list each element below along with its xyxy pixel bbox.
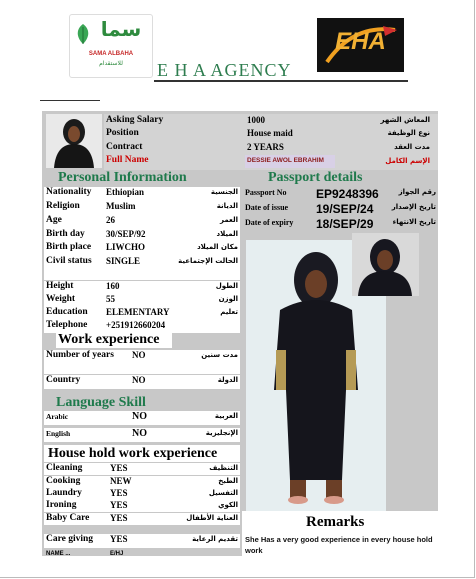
personal-row-arabic: الحالت الإجتماعية <box>178 257 238 265</box>
logo-left-arabic: سما <box>100 17 142 41</box>
contract-label: Contract <box>106 142 143 152</box>
personal-row-arabic: الديانة <box>216 202 238 210</box>
work-row-value: NO <box>132 350 146 360</box>
household-row-arabic: العناية الأطفال <box>186 514 238 522</box>
household-row-label: Baby Care <box>46 513 90 523</box>
personal-row-value: 30/SEP/92 <box>106 229 146 239</box>
personal-row-label: Weight <box>46 294 76 304</box>
passport-details-header: Passport details <box>268 170 363 185</box>
asking-salary-value: 1000 <box>247 115 265 125</box>
logo-left-leaves-icon <box>74 23 92 45</box>
work-row-arabic: مدت سنين <box>201 351 238 359</box>
household-row-value: YES <box>110 513 128 523</box>
personal-row-arabic: الوزن <box>218 295 238 303</box>
household-row-label: Cooking <box>46 476 81 486</box>
personal-row-value: 26 <box>106 215 115 225</box>
personal-row-label: Nationality <box>46 187 92 197</box>
logo-right <box>317 18 404 72</box>
logo-left-sub: SAMA ALBAHA <box>88 51 134 57</box>
household-row-value: NEW <box>110 476 132 486</box>
logo-right-text: EHA <box>335 28 386 55</box>
passport-row-value: 19/SEP/24 <box>316 202 374 216</box>
household-row-label: Laundry <box>46 488 82 498</box>
language-row-label: Arabic <box>46 412 69 421</box>
language-row-value: NO <box>132 411 147 422</box>
short-rule <box>40 100 100 101</box>
agency-title: E H A AGENCY <box>157 60 292 80</box>
contract-value: 2 YEARS <box>247 142 284 152</box>
person-silhouette-icon <box>46 114 102 168</box>
passport-row-label: Date of expiry <box>245 218 294 227</box>
personal-row-label: Telephone <box>46 320 88 330</box>
personal-row-value: 55 <box>106 294 115 304</box>
personal-row-label: Education <box>46 307 88 317</box>
household-row-value: YES <box>110 488 128 498</box>
language-row-label: English <box>46 429 71 438</box>
language-skill-header: Language Skill <box>56 395 146 410</box>
household-row-arabic: التنظيف <box>209 464 238 472</box>
personal-row-value: ELEMENTARY <box>106 307 170 317</box>
household-row-value: YES <box>110 463 128 473</box>
name-footer-value: E/HJ <box>110 551 124 557</box>
personal-row-arabic: العمر <box>219 216 238 224</box>
household-header: House hold work experience <box>48 446 218 461</box>
passport-row-arabic: رقم الجواز <box>398 188 436 196</box>
title-underline <box>154 80 408 82</box>
work-row-value: NO <box>132 375 146 385</box>
personal-row-arabic: الطول <box>215 282 238 290</box>
language-row-arabic: الإنجليزية <box>205 429 238 437</box>
personal-row-value: Muslim <box>106 201 136 211</box>
personal-row-value: +251912660204 <box>106 320 166 330</box>
fullname-value: DESSIE AWOL EBRAHIM <box>247 157 324 164</box>
household-row-arabic: الطبخ <box>218 477 238 485</box>
personal-row-value: 160 <box>106 281 120 291</box>
personal-row-label: Birth day <box>46 229 85 239</box>
household-row-label: Cleaning <box>46 463 83 473</box>
applicant-photo-small <box>46 114 102 168</box>
personal-row-arabic: الميلاد <box>216 230 238 238</box>
personal-row-label: Age <box>46 215 62 225</box>
remarks-text: She Has a very good experience in every house hold work <box>245 535 433 555</box>
household-row-label: Ironing <box>46 500 77 510</box>
work-row-arabic: الدولة <box>217 376 238 384</box>
personal-info-header: Personal Information <box>58 170 187 185</box>
household-row-label: Care giving <box>46 534 94 544</box>
personal-row-value: LIWCHO <box>106 242 146 252</box>
name-footer-label: NAME ... <box>46 551 71 557</box>
passport-row-label: Passport No <box>245 188 287 197</box>
personal-row-label: Religion <box>46 201 80 211</box>
household-row-arabic: الكوي <box>218 501 238 509</box>
personal-row-label: Civil status <box>46 256 92 266</box>
logo-left-caption: للاستقدام <box>99 60 123 67</box>
language-row-value: NO <box>132 428 147 439</box>
personal-row-value: Ethiopian <box>106 187 145 197</box>
position-label: Position <box>106 128 139 138</box>
personal-row-label: Height <box>46 281 74 291</box>
asking-salary-label: Asking Salary <box>106 115 164 125</box>
position-value: House maid <box>247 128 293 138</box>
work-experience-header: Work experience <box>58 332 160 347</box>
remarks-header: Remarks <box>306 514 365 530</box>
logo-left <box>69 14 153 78</box>
passport-row-value: 18/SEP/29 <box>316 217 374 231</box>
household-row-value: YES <box>110 534 128 544</box>
personal-row-arabic: الجنسية <box>210 188 238 196</box>
asking-salary-ar: المعاش الشهر <box>380 116 430 124</box>
personal-row-arabic: مكان الميلاد <box>197 243 238 251</box>
passport-row-arabic: تاريخ الإصدار <box>391 203 436 211</box>
language-row-arabic: العربية <box>214 412 238 420</box>
work-row-label: Country <box>46 375 81 385</box>
position-ar: نوع الوظيفة <box>387 129 430 137</box>
passport-row-arabic: تاريخ الانتهاء <box>392 218 436 226</box>
household-row-arabic: التفسيل <box>208 489 238 497</box>
household-row-arabic: تقديم الرعاية <box>192 535 238 543</box>
household-row-value: YES <box>110 500 128 510</box>
personal-row-label: Birth place <box>46 242 92 252</box>
personal-row-value: SINGLE <box>106 256 141 266</box>
fullname-ar: الإسم الكامل <box>385 157 430 165</box>
passport-row-label: Date of issue <box>245 203 289 212</box>
personal-row-arabic: تعليم <box>220 308 238 316</box>
fullname-label: Full Name <box>106 155 149 165</box>
work-row-label: Number of years <box>46 350 114 360</box>
portrait-silhouette-icon <box>352 233 419 296</box>
contract-ar: مدت العقد <box>394 143 430 151</box>
applicant-photo-portrait <box>352 233 419 296</box>
passport-row-value: EP9248396 <box>316 187 379 201</box>
